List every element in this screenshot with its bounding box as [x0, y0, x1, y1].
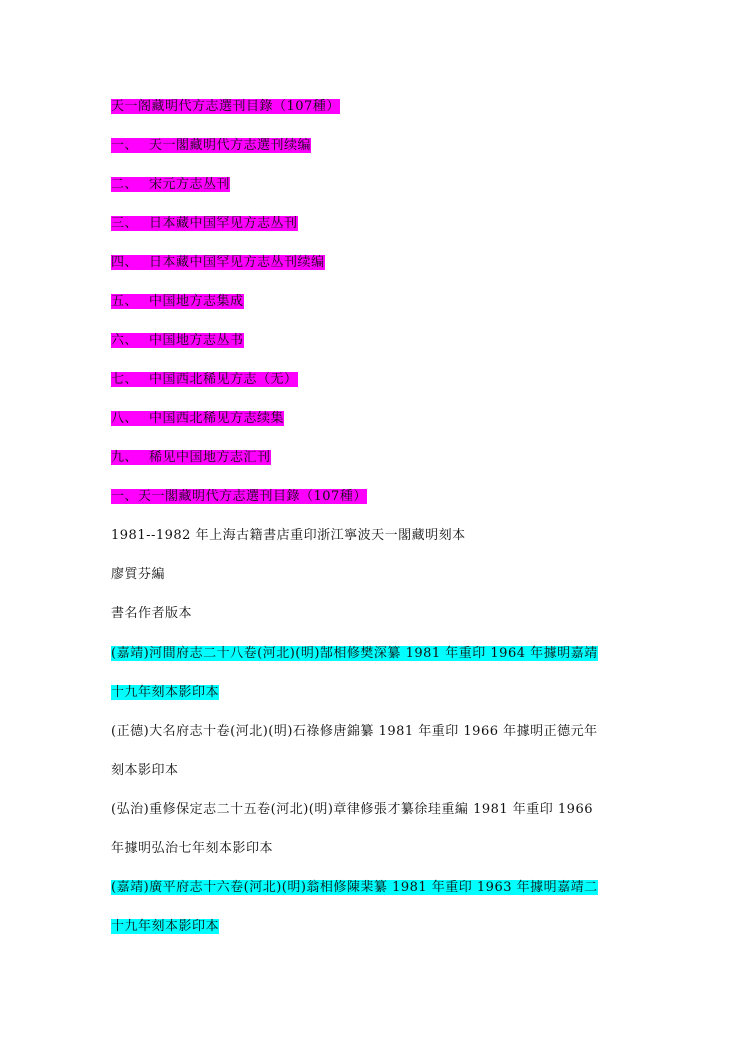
toc-num: 六、	[111, 333, 139, 348]
entry-text: (嘉靖)河間府志二十八卷(河北)(明)郜相修樊深纂 1981 年重印 1964 年據明嘉靖	[111, 646, 598, 661]
section-heading-text: 一、天一閣藏明代方志選刊目錄（107種）	[111, 489, 367, 504]
toc-item-5	[111, 293, 244, 311]
entry-text: (嘉靖)廣平府志十六卷(河北)(明)翁相修陳棐纂 1981 年重印 1963 年據明嘉靖二	[111, 880, 598, 895]
entry-4-line1	[111, 879, 598, 897]
toc-item-3	[111, 215, 298, 233]
toc-text: 日本藏中国罕见方志丛刊	[149, 216, 298, 231]
toc-item-9	[111, 449, 271, 467]
intro-line: 1981--1982 年上海古籍書店重印浙江寧波天一閣藏明刻本	[111, 528, 466, 543]
entry-3-line2: 年據明弘治七年刻本影印本	[111, 841, 274, 856]
toc-text: 稀见中国地方志汇刊	[149, 450, 271, 465]
entry-4-line2	[111, 918, 219, 936]
toc-item-8	[111, 410, 284, 428]
toc-num: 一、	[111, 138, 139, 153]
entry-text: 十九年刻本影印本	[111, 685, 220, 700]
toc-num: 八、	[111, 411, 139, 426]
editor-line: 廖質芬編	[111, 567, 166, 582]
column-header: 書名作者版本	[111, 606, 193, 621]
toc-num: 五、	[111, 294, 139, 309]
entry-1-line1	[111, 645, 598, 663]
doc-title	[111, 98, 340, 116]
toc-item-4	[111, 254, 325, 272]
toc-num: 九、	[111, 450, 139, 465]
doc-title-text: 天一阁藏明代方志選刊目錄（107種）	[111, 99, 340, 114]
toc-item-6	[111, 332, 244, 350]
entry-2-line2: 刻本影印本	[111, 763, 179, 778]
toc-text: 中国地方志集成	[149, 294, 244, 309]
toc-item-7	[111, 371, 298, 389]
toc-text: 天一閣藏明代方志選刊续编	[149, 138, 312, 153]
entry-3-line1: (弘治)重修保定志二十五卷(河北)(明)章律修張才纂徐珪重編 1981 年重印 1966	[111, 802, 593, 817]
toc-num: 三、	[111, 216, 139, 231]
toc-text: 中国地方志丛书	[149, 333, 244, 348]
toc-num: 七、	[111, 372, 139, 387]
toc-item-1	[111, 137, 311, 155]
section-heading	[111, 488, 367, 506]
entry-1-line2	[111, 684, 219, 702]
toc-text: 中国西北稀见方志续集	[149, 411, 285, 426]
toc-text: 中国西北稀见方志（无）	[149, 372, 298, 387]
entry-2-line1: (正德)大名府志十卷(河北)(明)石祿修唐錦纂 1981 年重印 1966 年據明正德元年	[111, 724, 598, 739]
toc-item-2	[111, 176, 230, 194]
toc-num: 四、	[111, 255, 139, 270]
toc-num: 二、	[111, 177, 139, 192]
toc-text: 日本藏中国罕见方志丛刊续编	[149, 255, 325, 270]
toc-text: 宋元方志丛刊	[149, 177, 231, 192]
entry-text: 十九年刻本影印本	[111, 919, 220, 934]
